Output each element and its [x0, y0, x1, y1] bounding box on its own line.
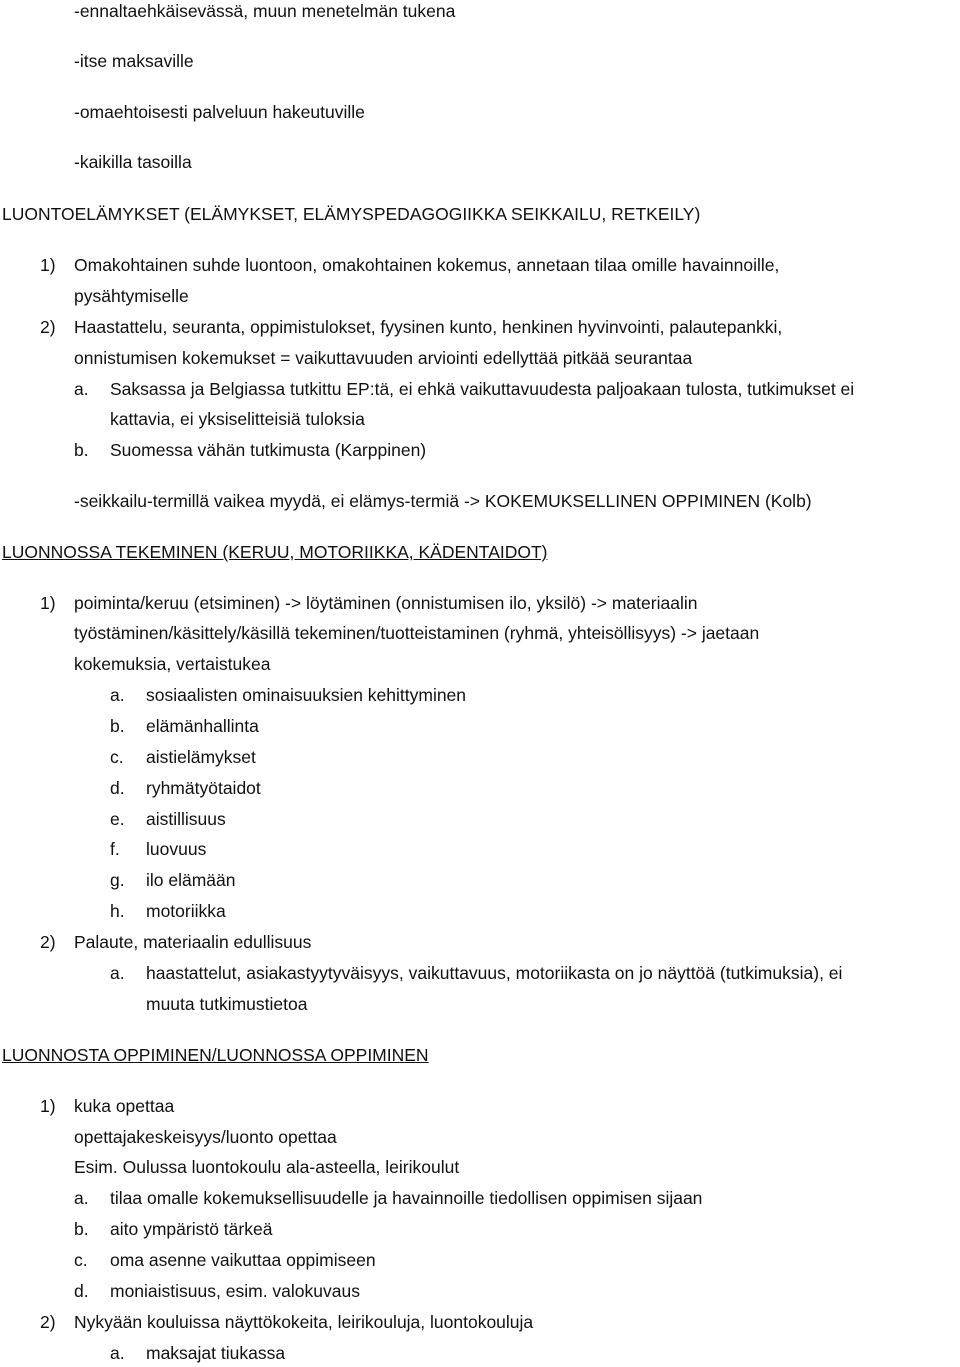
list-item-text: poiminta/keruu (etsiminen) -> löytäminen (onnistumisen ilo, yksilö) -> materiaalin	[74, 593, 698, 613]
sub-marker: e.	[110, 809, 125, 829]
sub-item-text: ryhmätyötaidot	[146, 778, 261, 798]
sub-marker: b.	[74, 440, 89, 460]
list-item-text: opettajakeskeisyys/luonto opettaa	[74, 1127, 337, 1147]
list-item-text: Omakohtainen suhde luontoon, omakohtainen kokemus, annetaan tilaa omille havainnoille,	[74, 255, 780, 275]
section-heading: LUONTOELÄMYKSET (ELÄMYKSET, ELÄMYSPEDAGOGIIKKA SEIKKAILU, RETKEILY)	[2, 204, 701, 224]
sub-item-text: Suomessa vähän tutkimusta (Karppinen)	[110, 440, 427, 460]
list-item-text: kokemuksia, vertaistukea	[74, 654, 271, 674]
sub-marker: a.	[110, 1343, 125, 1363]
list-item-text: Haastattelu, seuranta, oppimistulokset, fyysinen kunto, henkinen hyvinvointi, palautepankki,	[74, 317, 783, 337]
section-heading: LUONNOSTA OPPIMINEN/LUONNOSSA OPPIMINEN	[2, 1045, 429, 1065]
sub-marker: a.	[110, 685, 125, 705]
list-item-text: Esim. Oulussa luontokoulu ala-asteella, leirikoulut	[74, 1157, 460, 1177]
note-line: -seikkailu-termillä vaikea myydä, ei elämys-termiä -> KOKEMUKSELLINEN OPPIMINEN (Kolb)	[74, 491, 812, 511]
list-item-text: kuka opettaa	[74, 1096, 175, 1116]
list-marker: 2)	[40, 317, 56, 337]
sub-item-text: muuta tutkimustietoa	[146, 994, 308, 1014]
intro-line: -itse maksaville	[74, 51, 194, 71]
sub-item-text: haastattelut, asiakastyytyväisyys, vaikuttavuus, motoriikasta on jo näyttöä (tutkimuksia), ei	[146, 963, 843, 983]
sub-marker: a.	[74, 1188, 89, 1208]
sub-marker: d.	[110, 778, 125, 798]
list-marker: 2)	[40, 932, 56, 952]
list-item-text: Palaute, materiaalin edullisuus	[74, 932, 312, 952]
sub-item-text: Saksassa ja Belgiassa tutkittu EP:tä, ei ehkä vaikuttavuudesta paljoakaan tulosta, tutkimukset ei	[110, 379, 855, 399]
list-item-text: työstäminen/käsittely/käsillä tekeminen/tuotteistaminen (ryhmä, yhteisöllisyys) -> jaetaan	[74, 623, 760, 643]
list-item-text: onnistumisen kokemukset = vaikuttavuuden arviointi edellyttää pitkää seurantaa	[74, 348, 693, 368]
section-heading: LUONNOSSA TEKEMINEN (KERUU, MOTORIIKKA, KÄDENTAIDOT)	[2, 542, 548, 562]
list-marker: 2)	[40, 1312, 56, 1332]
list-marker: 1)	[40, 593, 56, 613]
sub-marker: b.	[74, 1219, 89, 1239]
sub-item-text: luovuus	[146, 839, 207, 859]
sub-item-text: aistielämykset	[146, 747, 256, 767]
sub-marker: b.	[110, 716, 125, 736]
sub-marker: a.	[74, 379, 89, 399]
sub-item-text: sosiaalisten ominaisuuksien kehittyminen	[146, 685, 467, 705]
sub-item-text: kattavia, ei yksiselitteisiä tuloksia	[110, 409, 365, 429]
sub-item-text: elämänhallinta	[146, 716, 259, 736]
list-item-text: Nykyään kouluissa näyttökokeita, leirikouluja, luontokouluja	[74, 1312, 534, 1332]
list-marker: 1)	[40, 1096, 56, 1116]
sub-item-text: aistillisuus	[146, 809, 226, 829]
sub-marker: a.	[110, 963, 125, 983]
sub-item-text: moniaistisuus, esim. valokuvaus	[110, 1281, 360, 1301]
sub-marker: f.	[110, 839, 120, 859]
sub-marker: h.	[110, 901, 125, 921]
intro-line: -omaehtoisesti palveluun hakeutuville	[74, 102, 365, 122]
sub-item-text: oma asenne vaikuttaa oppimiseen	[110, 1250, 376, 1270]
list-marker: 1)	[40, 255, 56, 275]
intro-line: -ennaltaehkäisevässä, muun menetelmän tukena	[74, 1, 456, 21]
sub-marker: g.	[110, 870, 125, 890]
sub-marker: c.	[74, 1250, 88, 1270]
list-item-text: pysähtymiselle	[74, 286, 189, 306]
sub-item-text: maksajat tiukassa	[146, 1343, 286, 1363]
sub-item-text: aito ympäristö tärkeä	[110, 1219, 273, 1239]
sub-item-text: tilaa omalle kokemuksellisuudelle ja havainnoille tiedollisen oppimisen sijaan	[110, 1188, 703, 1208]
sub-marker: c.	[110, 747, 124, 767]
intro-line: -kaikilla tasoilla	[74, 152, 192, 172]
sub-item-text: ilo elämään	[146, 870, 236, 890]
sub-marker: d.	[74, 1281, 89, 1301]
sub-item-text: motoriikka	[146, 901, 226, 921]
